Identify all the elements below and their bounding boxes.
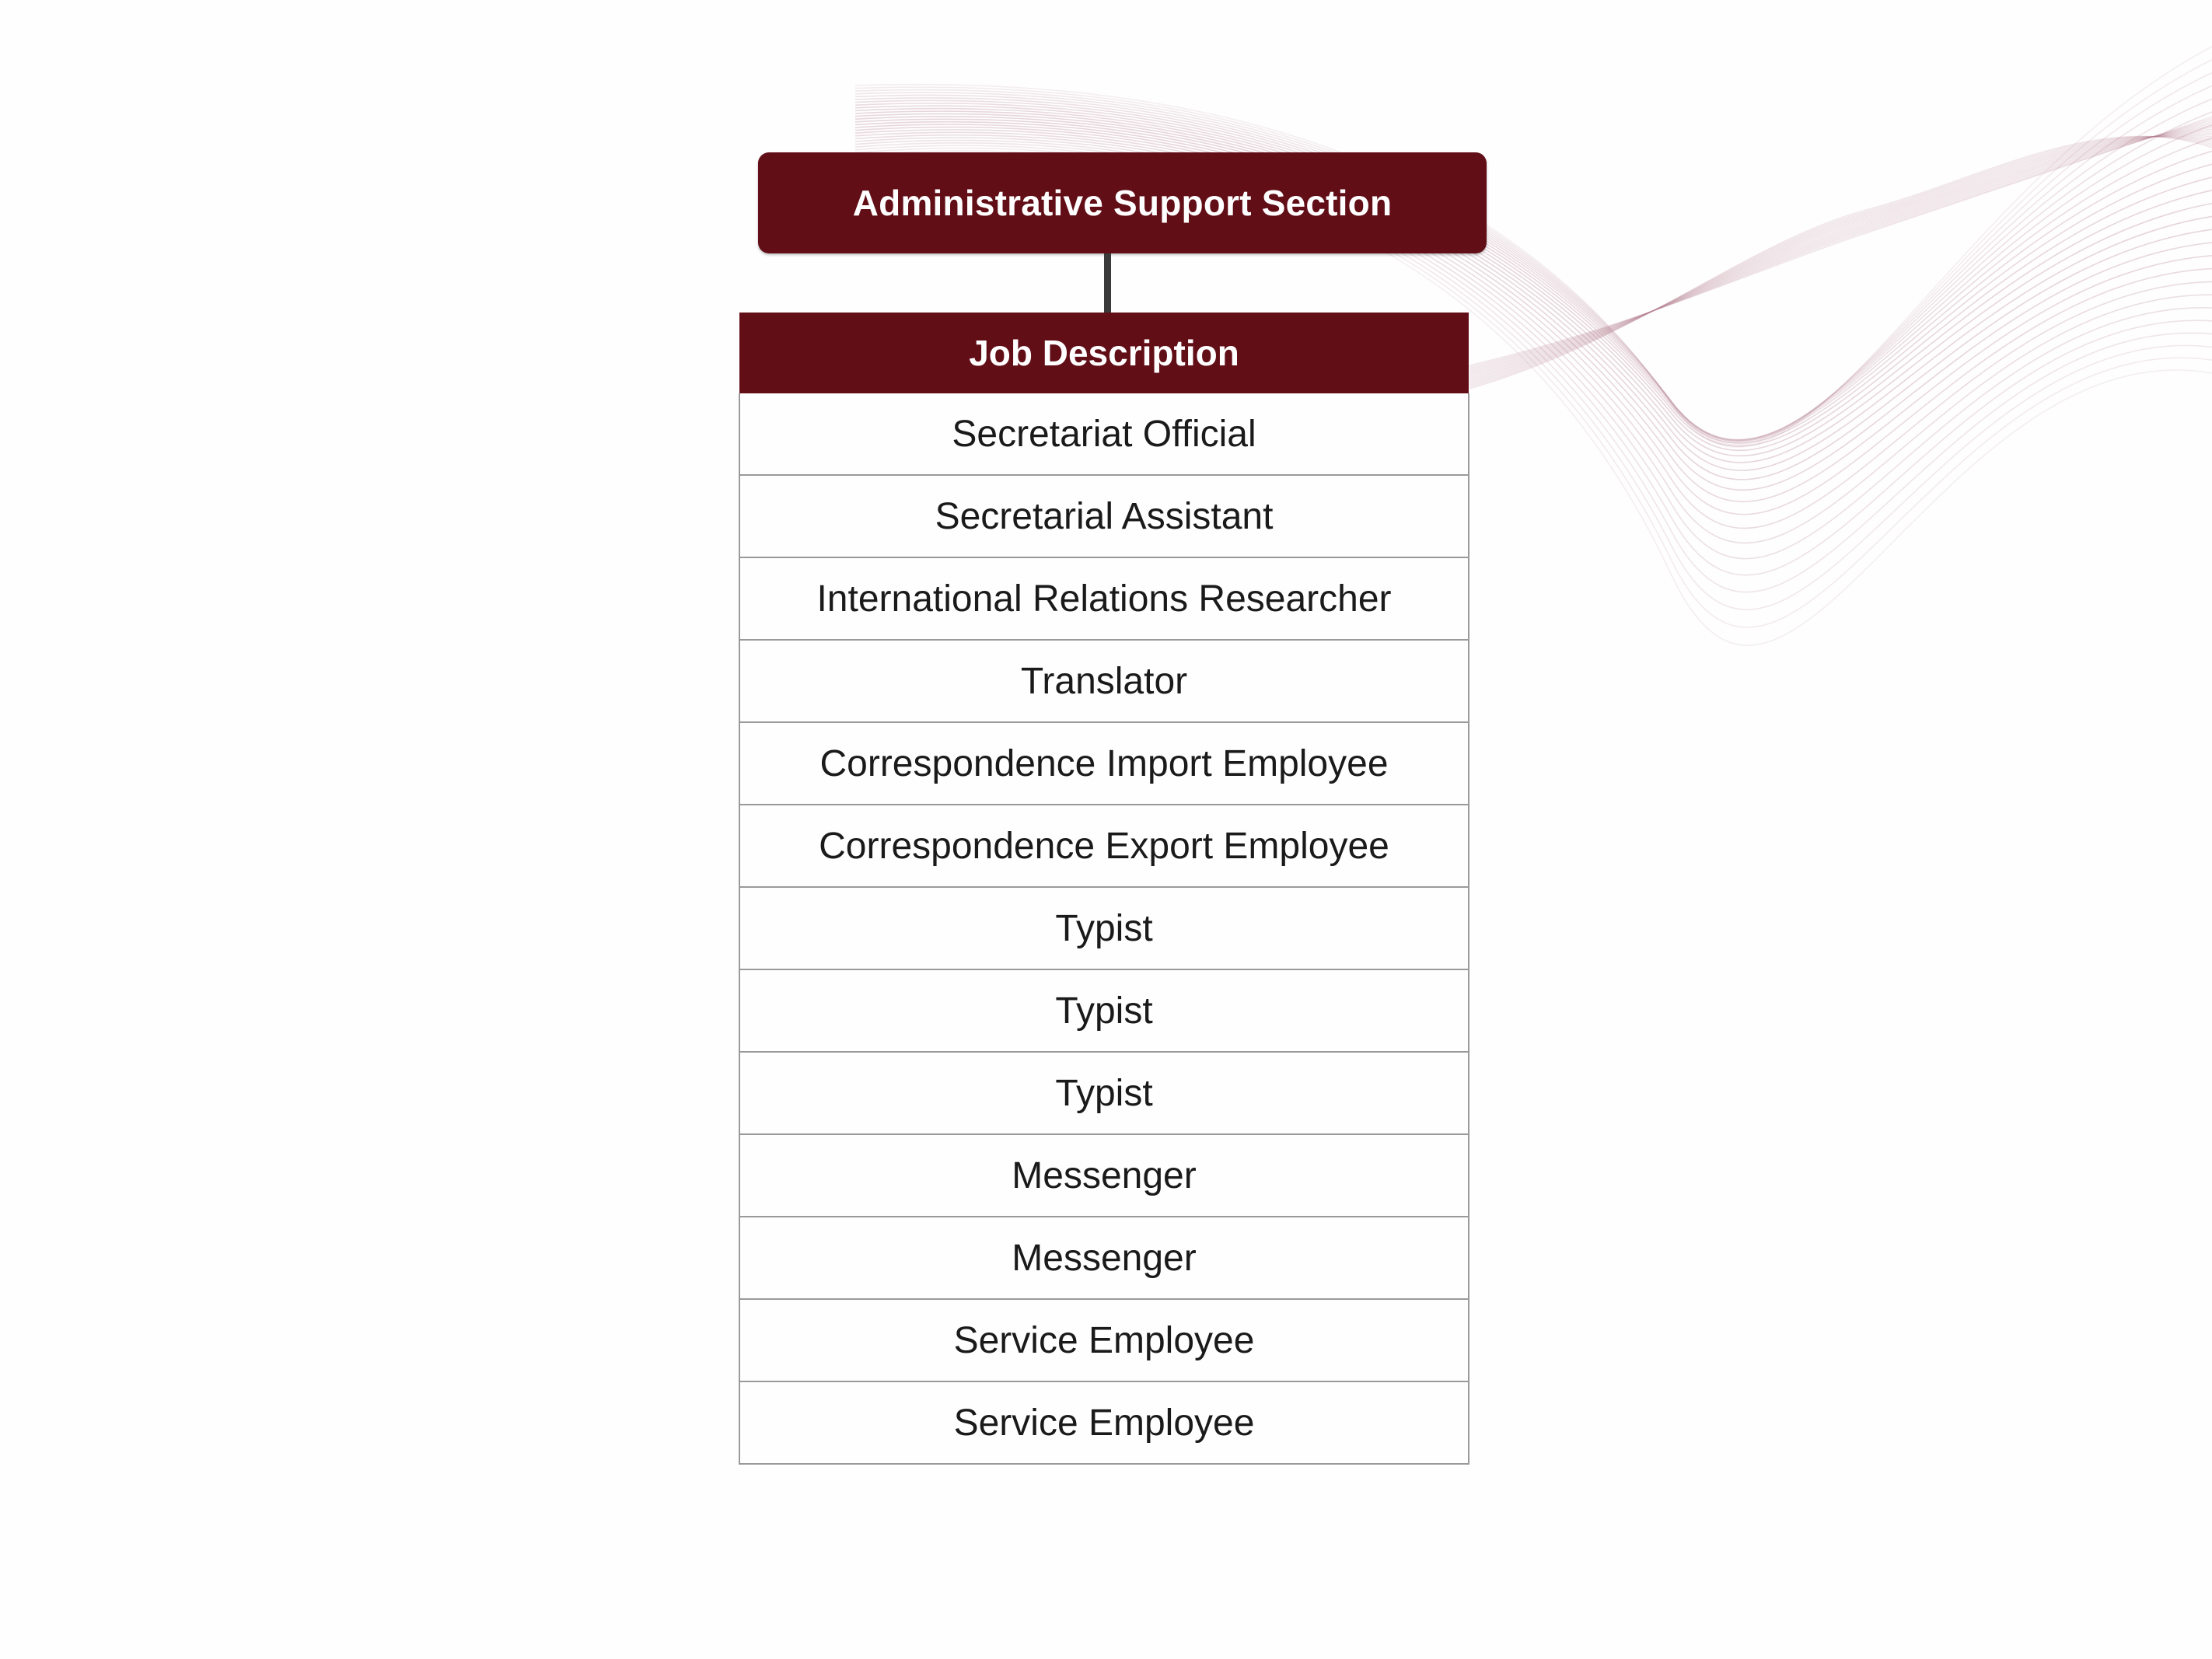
table-row <box>739 805 1469 887</box>
job-title-cell: Secretariat Official <box>739 393 1469 475</box>
table-row <box>739 640 1469 722</box>
wave-line <box>1469 133 2212 378</box>
wave-line <box>1469 126 2212 372</box>
wave-line <box>1469 137 2212 385</box>
section-title-box <box>758 152 1487 253</box>
table-row <box>739 557 1469 640</box>
wave-line <box>1469 117 2212 365</box>
job-title-cell: Typist <box>739 1052 1469 1134</box>
job-title-cell: International Relations Researcher <box>739 557 1469 640</box>
job-title-cell: Secretarial Assistant <box>739 475 1469 557</box>
section-title: Administrative Support Section <box>852 183 1393 223</box>
job-title-cell: Translator <box>739 640 1469 722</box>
job-title-cell: Typist <box>739 887 1469 969</box>
table-row <box>739 887 1469 969</box>
table-row <box>739 1052 1469 1134</box>
job-description-table <box>739 313 1469 1465</box>
job-title-cell: Messenger <box>739 1217 1469 1299</box>
table-row <box>739 1299 1469 1381</box>
job-title-cell: Correspondence Export Employee <box>739 805 1469 887</box>
wave-line <box>1469 136 2212 382</box>
table-row <box>739 969 1469 1052</box>
table-row <box>739 1217 1469 1299</box>
wave-line <box>1469 129 2212 375</box>
table-row <box>739 722 1469 805</box>
wave-line <box>1469 135 2212 380</box>
wave-line <box>1469 136 2212 389</box>
table-row <box>739 1381 1469 1464</box>
job-title-cell: Correspondence Import Employee <box>739 722 1469 805</box>
connector-line <box>1104 253 1111 313</box>
wave-line <box>1469 122 2212 369</box>
wave-line <box>1469 137 2212 388</box>
table-row <box>739 393 1469 475</box>
wave-line <box>1469 137 2212 386</box>
wave-line <box>1469 136 2212 383</box>
job-title-cell: Messenger <box>739 1134 1469 1217</box>
wave-line <box>1469 124 2212 371</box>
job-title-cell: Service Employee <box>739 1381 1469 1464</box>
wave-line <box>1469 131 2212 376</box>
job-title-cell: Service Employee <box>739 1299 1469 1381</box>
table-header-row <box>739 313 1469 393</box>
wave-line <box>1469 118 2212 366</box>
table-row <box>739 1134 1469 1217</box>
table-row <box>739 475 1469 557</box>
wave-line <box>1469 134 2212 379</box>
wave-line <box>1469 120 2212 368</box>
wave-line <box>1469 127 2212 373</box>
job-title-cell: Typist <box>739 969 1469 1052</box>
table-header: Job Description <box>739 313 1469 393</box>
